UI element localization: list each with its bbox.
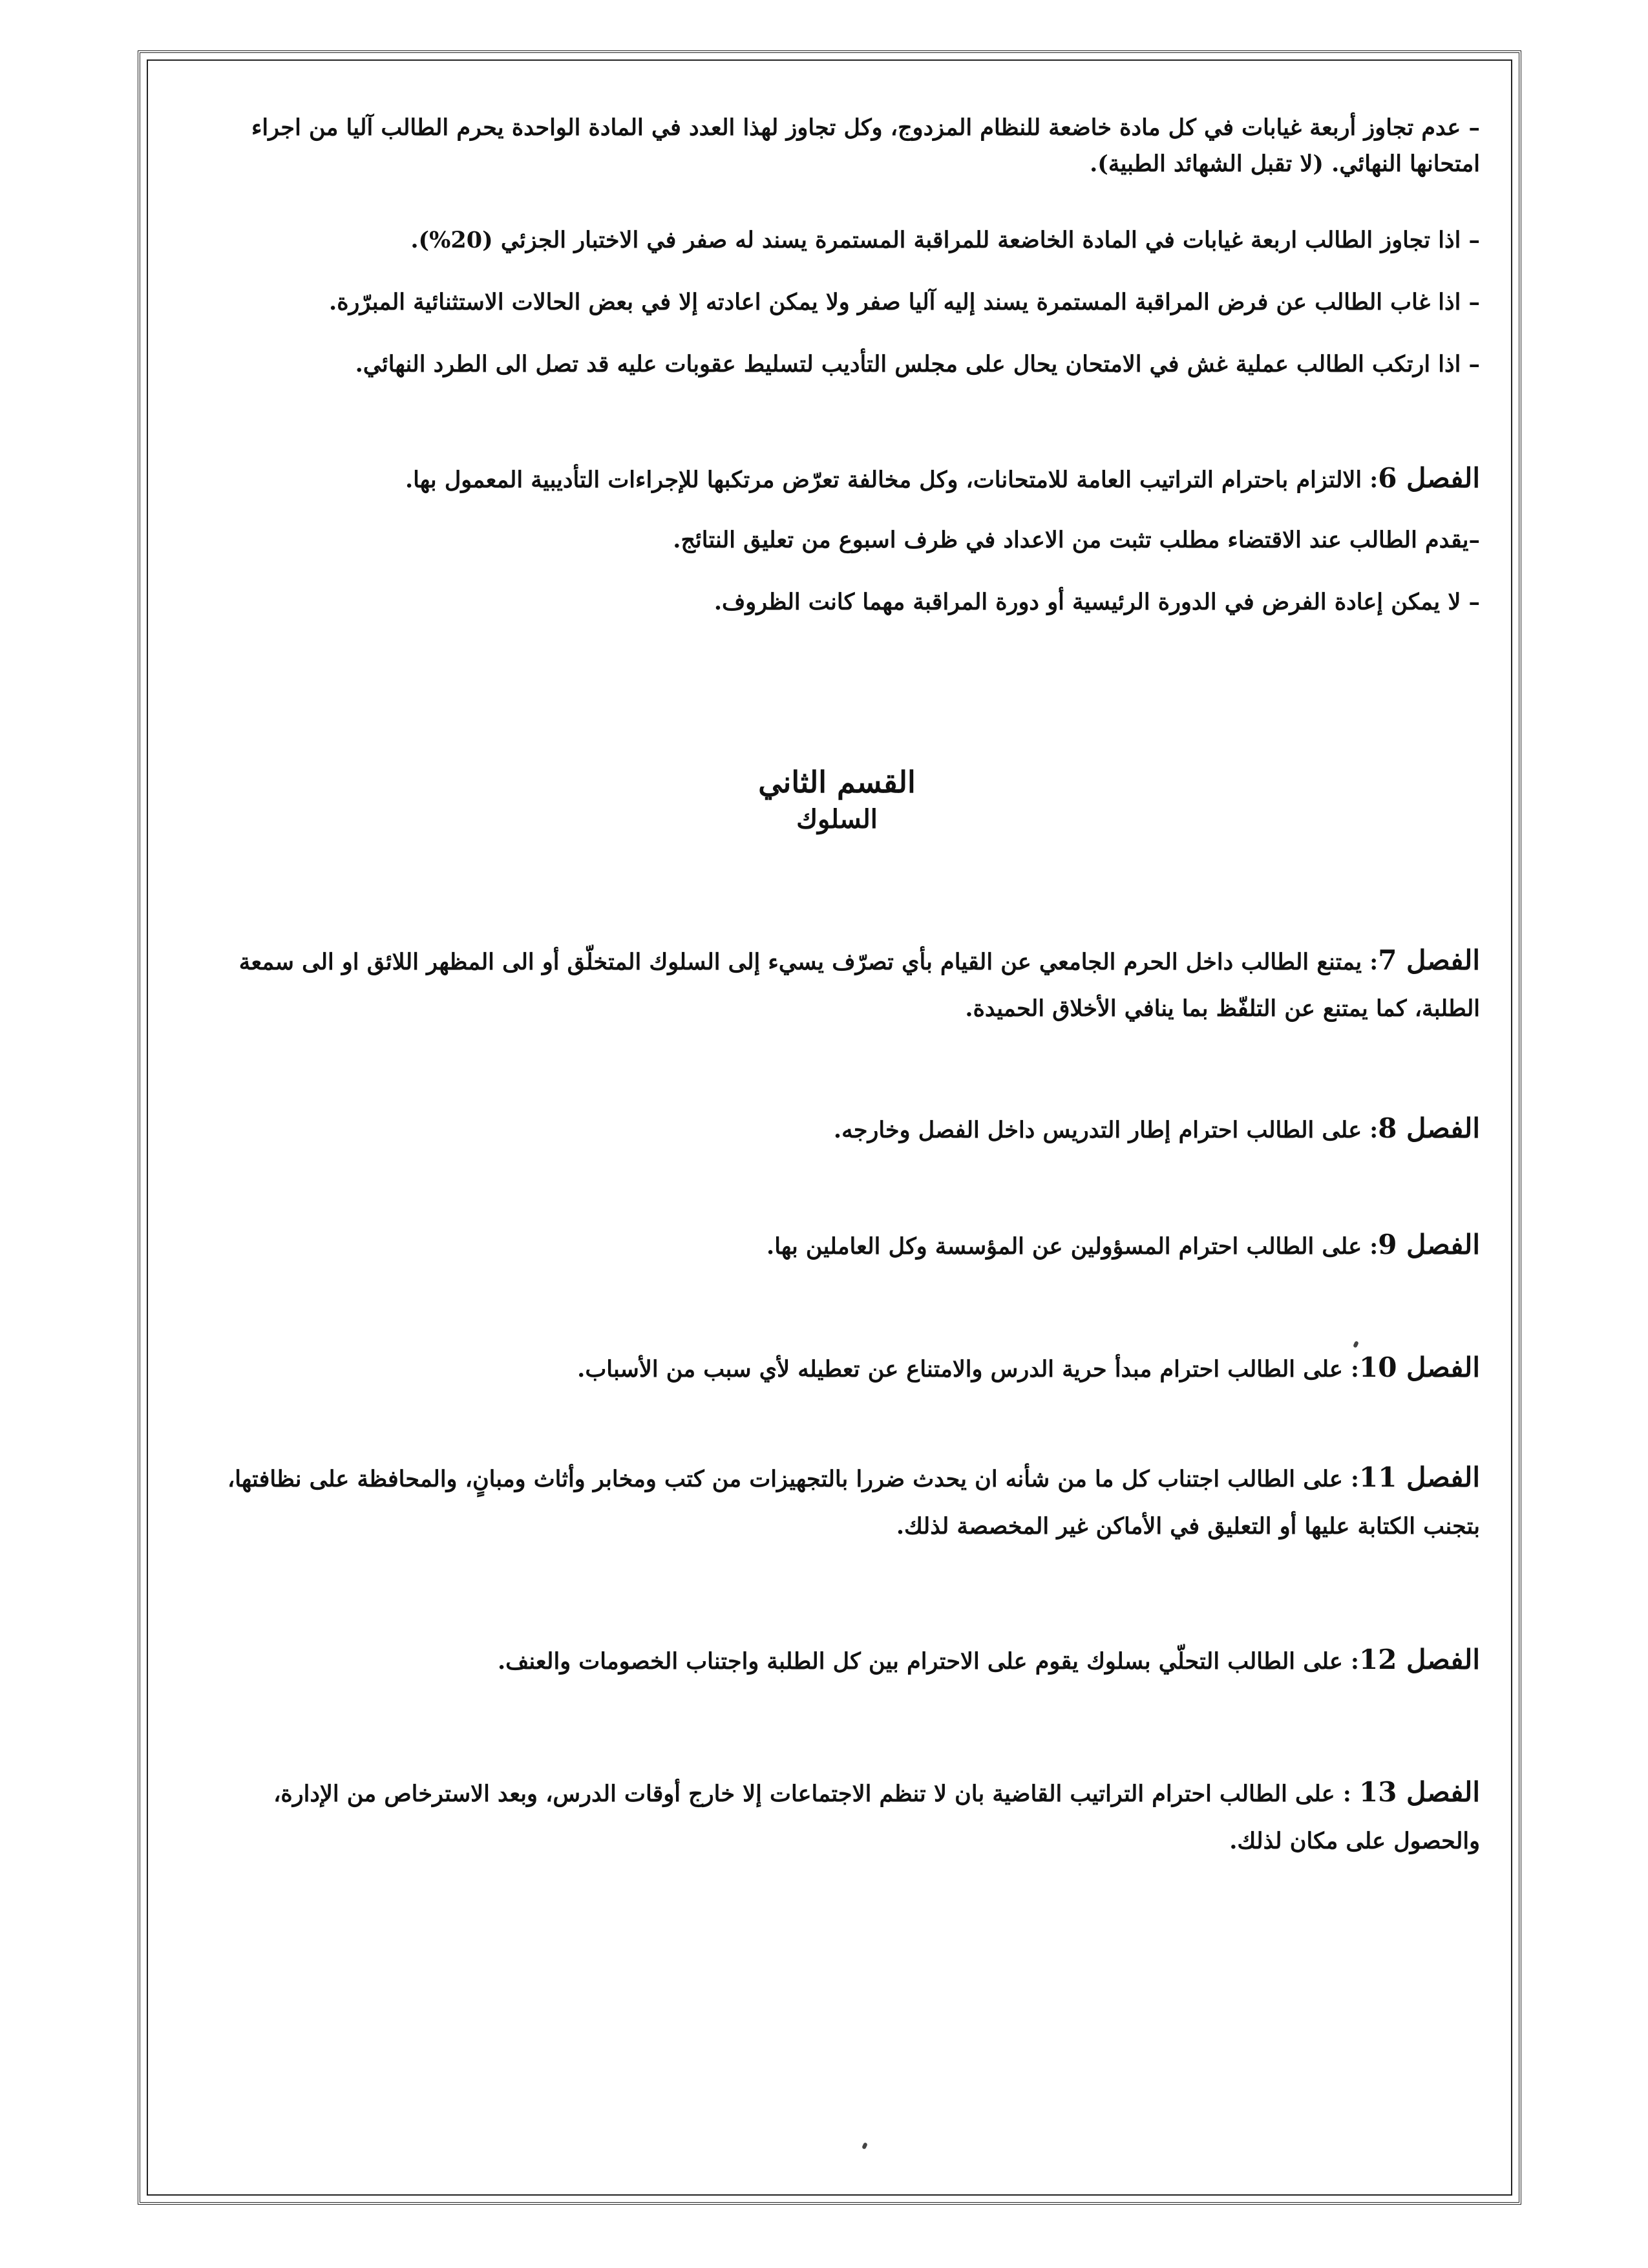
article-11-line-2: بتجنب الكتابة عليها أو التعليق في الأماكن غير المخصصة لذلك. xyxy=(896,1513,1480,1540)
article-9-line xyxy=(194,1219,1480,1271)
section-2-title: القسم الثاني xyxy=(758,765,916,800)
rule-cheating: – اذا ارتكب الطالب عملية غش في الامتحان يحال على مجلس التأديب لتسليط عقوبات عليه قد تصل الى الطرد النهائي. xyxy=(355,351,1480,377)
article-11-label: الفصل 11 xyxy=(1358,1461,1480,1493)
article-12-text: : على الطالب التحلّي بسلوك يقوم على الاحترام بين كل الطلبة واجتناب الخصومات والعنف. xyxy=(497,1648,1359,1675)
rule-missed-test: – اذا غاب الطالب عن فرض المراقبة المستمرة يسند إليه آليا صفر ولا يمكن اعادته إلا في بعض الحالات الاستثنائية المبرّرة. xyxy=(329,289,1480,315)
section-2-subtitle: السلوك xyxy=(796,804,878,834)
article-6-bullet-2: – لا يمكن إعادة الفرض في الدورة الرئيسية أو دورة المراقبة مهما كانت الظروف. xyxy=(713,589,1480,615)
article-6-label: الفصل 6 xyxy=(1378,462,1480,494)
article-11-line-1 xyxy=(194,1452,1480,1503)
article-9-text: : على الطالب احترام المسؤولين عن المؤسسة وكل العاملين بها. xyxy=(766,1233,1379,1260)
rule-absence-limit-cont: امتحانها النهائي. (لا تقبل الشهائد الطبية). xyxy=(1090,151,1480,177)
article-8 xyxy=(194,1103,1480,1154)
article-12 xyxy=(194,1634,1480,1686)
article-10-text: : على الطالب احترام مبدأ حرية الدرس والامتناع عن تعطيله لأي سبب من الأسباب. xyxy=(577,1356,1359,1383)
section-2-heading xyxy=(194,763,1480,838)
article-7-line-1 xyxy=(194,935,1480,986)
article-13-label: الفصل 13 xyxy=(1358,1776,1480,1808)
article-10-label: الفصل 10 xyxy=(1358,1351,1480,1383)
article-11 xyxy=(194,1452,1480,1550)
document-body xyxy=(194,97,1480,1865)
article-12-label: الفصل 12 xyxy=(1358,1644,1480,1675)
exam-rules-list xyxy=(194,97,1480,396)
article-10 xyxy=(194,1342,1480,1394)
article-8-text: : على الطالب احترام إطار التدريس داخل الفصل وخارجه. xyxy=(833,1117,1379,1143)
article-13-line-1 xyxy=(194,1766,1480,1818)
article-13-text-1: : على الطالب احترام التراتيب القاضية بان لا تنظم الاجتماعات إلا خارج أوقات الدرس، وبعد الاسترخاص من الإدارة، xyxy=(273,1781,1359,1807)
rule-absence-zero: – اذا تجاوز الطالب اربعة غيابات في المادة الخاضعة للمراقبة المستمرة يسند له صفر في الاختبار الجزئي (20%). xyxy=(410,227,1480,253)
article-7-label: الفصل 7 xyxy=(1378,944,1480,976)
article-7-text-1: : يمتنع الطالب داخل الحرم الجامعي عن القيام بأي تصرّف يسيء إلى السلوك المتخلّق أو الى المظهر اللائق او الى سمعة xyxy=(238,949,1379,975)
article-6-text: : الالتزام باحترام التراتيب العامة للامتحانات، وكل مخالفة تعرّض مرتكبها للإجراءات التأديبية المعمول بها. xyxy=(405,467,1379,493)
article-6 xyxy=(194,447,1480,633)
article-10-line xyxy=(194,1342,1480,1394)
article-12-line xyxy=(194,1634,1480,1686)
article-7 xyxy=(194,935,1480,1032)
article-7-line-2: الطلبة، كما يمتنع عن التلفّظ بما ينافي الأخلاق الحميدة. xyxy=(965,995,1480,1022)
article-8-label: الفصل 8 xyxy=(1378,1112,1480,1144)
article-9 xyxy=(194,1219,1480,1271)
rule-absence-limit: – عدم تجاوز أربعة غيابات في كل مادة خاضعة للنظام المزدوج، وكل تجاوز لهذا العدد في المادة الواحدة يحرم الطالب آليا من اجراء xyxy=(251,114,1480,141)
article-8-line xyxy=(194,1103,1480,1154)
article-13-line-2: والحصول على مكان لذلك. xyxy=(1229,1828,1480,1854)
article-9-label: الفصل 9 xyxy=(1378,1229,1480,1260)
article-13 xyxy=(194,1766,1480,1865)
article-11-text-1: : على الطالب اجتناب كل ما من شأنه ان يحدث ضررا بالتجهيزات من كتب ومخابر وأثاث ومبانٍ، والمحافظة على نظافتها، xyxy=(227,1466,1359,1492)
article-6-heading-line xyxy=(194,447,1480,509)
article-6-bullet-1: –يقدم الطالب عند الاقتضاء مطلب تثبت من الاعداد في ظرف اسبوع من تعليق النتائج. xyxy=(673,527,1480,553)
